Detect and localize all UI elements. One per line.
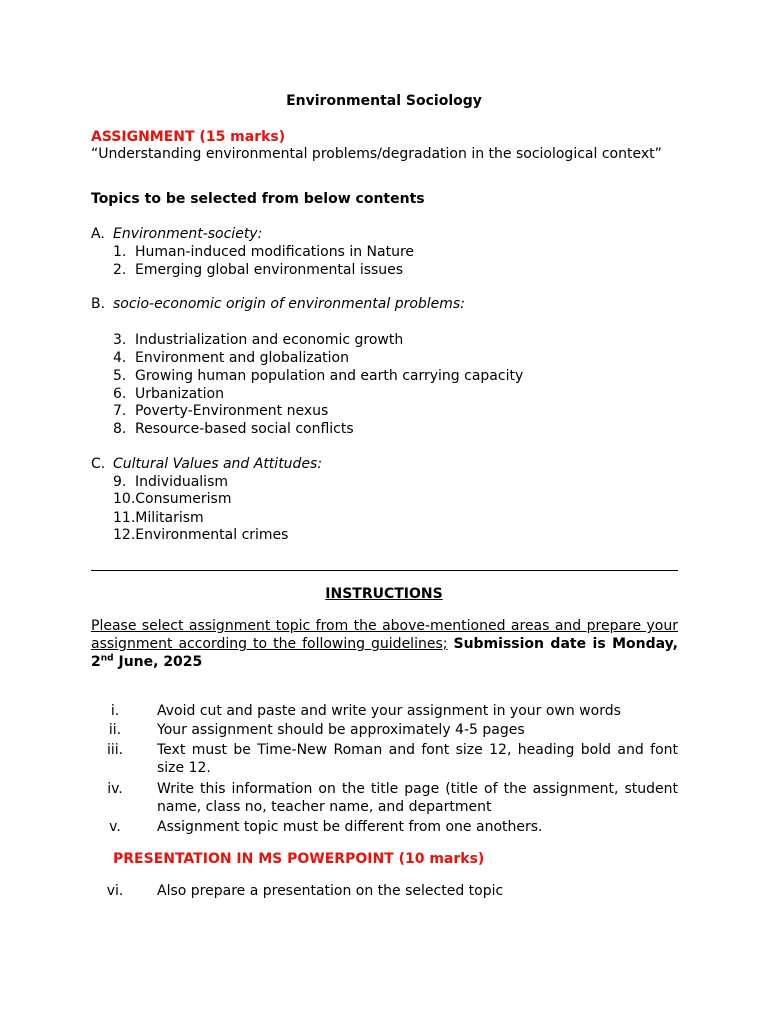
item-text: Resource-based social conflicts [135, 421, 354, 437]
item-number: i. [110, 703, 120, 719]
item-number: 2. [113, 262, 127, 278]
intro-underlined-text: Please select assignment topic from the above-mentioned areas and prepare your assignment according to the following guidelines; [91, 618, 678, 652]
instruction-item [91, 818, 678, 836]
section-letter: A. [91, 226, 105, 242]
item-number: 5. [113, 368, 127, 384]
instruction-item [91, 721, 678, 739]
presentation-heading: PRESENTATION IN MS POWERPOINT (10 marks) [113, 851, 485, 867]
instruction-item [91, 780, 678, 816]
item-text: Poverty-Environment nexus [135, 403, 329, 419]
list-item [113, 385, 224, 403]
section-title: Environment-society: [113, 226, 263, 242]
item-text: Growing human population and earth carrying capacity [135, 368, 524, 384]
list-item [113, 420, 354, 438]
document-title: Environmental Sociology [286, 93, 482, 109]
item-number: 7. [113, 403, 127, 419]
item-text: Your assignment should be approximately 4-5 pages [157, 722, 525, 738]
item-number: v. [109, 819, 121, 835]
list-item [113, 490, 231, 508]
instruction-item [91, 741, 678, 777]
item-text: Urbanization [135, 386, 224, 402]
list-item [113, 349, 349, 367]
assignment-subtitle: “Understanding environmental problems/degradation in the sociological context” [91, 146, 662, 162]
section-title: Cultural Values and Attitudes: [113, 456, 323, 472]
item-text: Militarism [135, 510, 204, 526]
item-text: Emerging global environmental issues [135, 262, 404, 278]
list-item [113, 526, 288, 544]
section-letter: C. [91, 456, 106, 472]
item-number: 9. [113, 474, 127, 490]
item-text: Environmental crimes [135, 527, 289, 543]
instructions-heading: INSTRUCTIONS [325, 586, 443, 602]
item-number: vi. [106, 883, 124, 899]
list-item [113, 331, 403, 349]
list-item [113, 473, 228, 491]
section-a-heading [91, 225, 262, 243]
submission-prefix: Submission date is Monday, 2 [91, 636, 678, 670]
list-item [113, 402, 328, 420]
item-number: iii. [106, 742, 124, 758]
assignment-heading: ASSIGNMENT (15 marks) [91, 129, 286, 145]
instructions-intro [91, 617, 678, 671]
item-text: Also prepare a presentation on the selected topic [157, 883, 504, 899]
item-number: 11. [113, 510, 136, 526]
item-number: 6. [113, 386, 127, 402]
item-number: ii. [108, 722, 122, 738]
item-text: Industrialization and economic growth [135, 332, 404, 348]
item-text: Avoid cut and paste and write your assignment in your own words [157, 703, 621, 719]
item-number: 12. [113, 527, 136, 543]
list-item [113, 367, 523, 385]
list-item [113, 261, 403, 279]
item-text: Consumerism [135, 491, 232, 507]
item-text: Write this information on the title page (title of the assignment, student name, class no, teacher name, and department [157, 781, 678, 815]
item-text: Human-induced modifications in Nature [135, 244, 415, 260]
section-c-heading [91, 455, 322, 473]
submission-suffix: June, 2025 [118, 654, 203, 670]
item-text: Text must be Time-New Roman and font size 12, heading bold and font size 12. [157, 742, 678, 776]
submission-sup: nd [100, 653, 114, 664]
item-number: 8. [113, 421, 127, 437]
list-item [113, 509, 204, 527]
section-divider [91, 570, 678, 571]
item-number: 1. [113, 244, 127, 260]
item-number: iv. [107, 781, 123, 797]
section-b-heading [91, 295, 465, 313]
topics-heading: Topics to be selected from below contents [91, 191, 425, 207]
item-number: 3. [113, 332, 127, 348]
item-text: Environment and globalization [135, 350, 349, 366]
presentation-item [91, 882, 678, 900]
item-text: Assignment topic must be different from one anothers. [157, 819, 543, 835]
item-number: 4. [113, 350, 127, 366]
list-item [113, 243, 414, 261]
item-number: 10. [113, 491, 136, 507]
section-title: socio-economic origin of environmental problems: [113, 296, 465, 312]
instruction-item [91, 702, 678, 720]
section-letter: B. [91, 296, 106, 312]
item-text: Individualism [135, 474, 229, 490]
